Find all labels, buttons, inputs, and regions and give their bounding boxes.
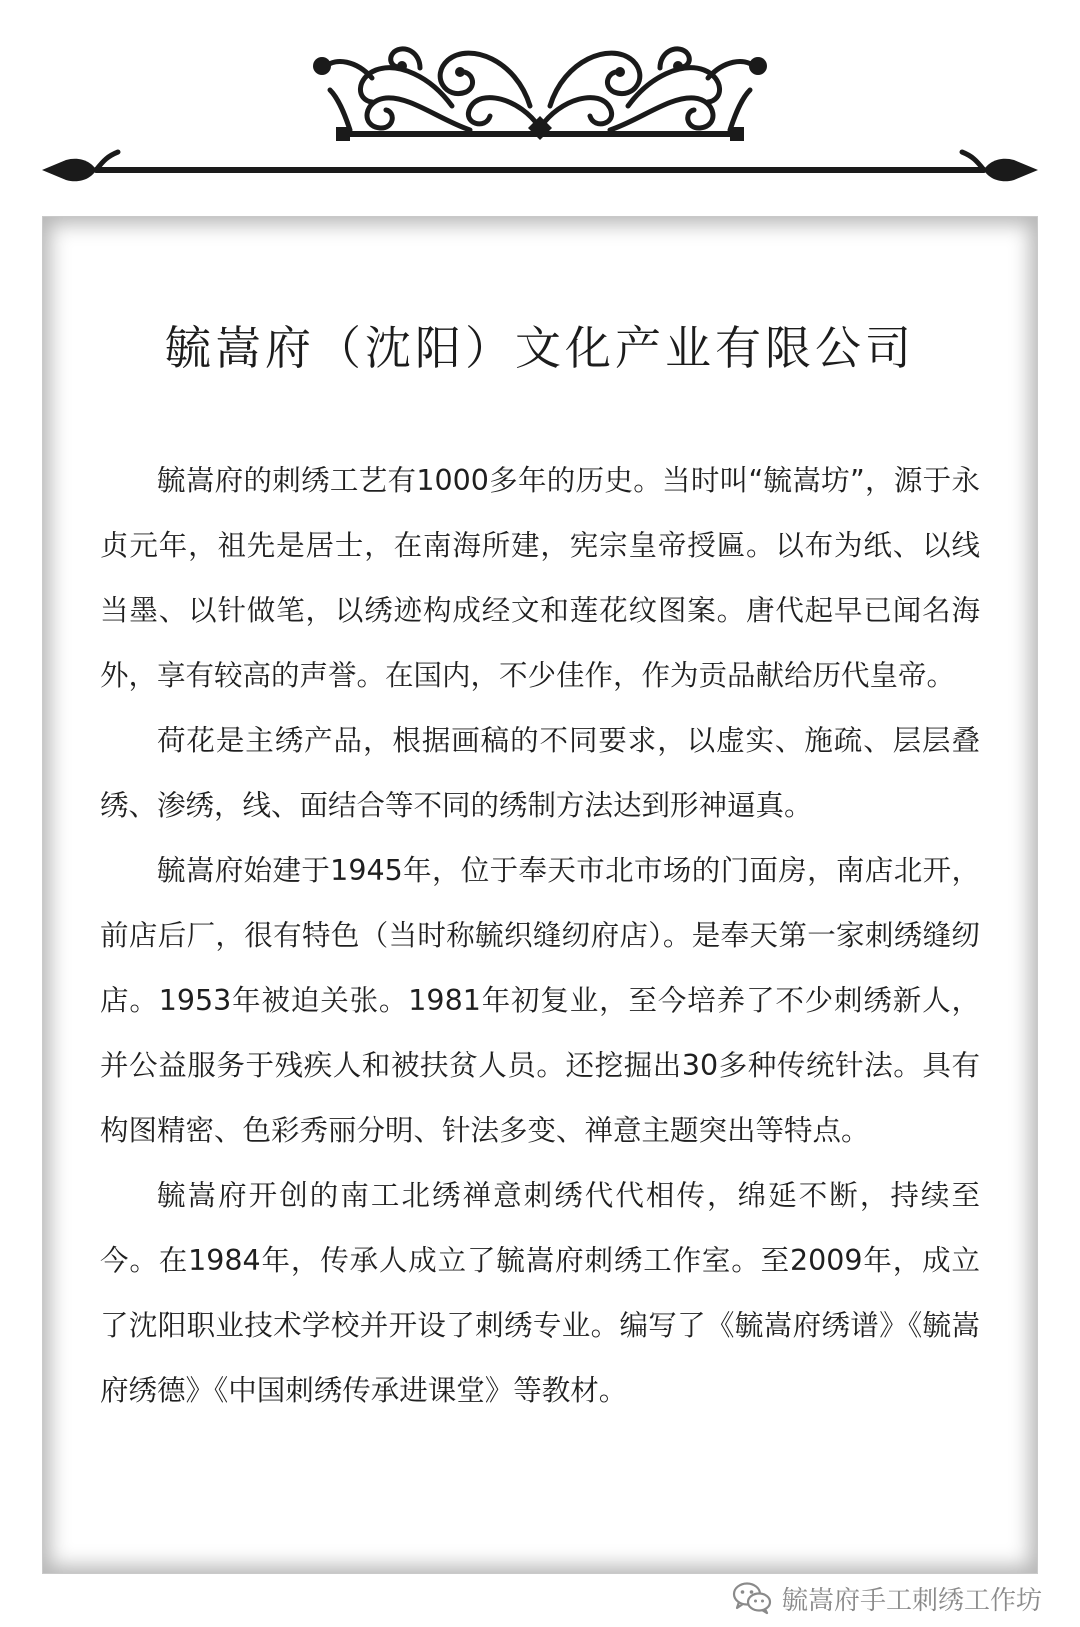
paragraph: 毓嵩府始建于1945年，位于奉天市北市场的门面房，南店北开，前店后厂，很有特色（当时称毓织缝纫府店）。是奉天第一家刺绣缝纫店。1953年被迫关张。1981年初复业，至今培养了不少刺绣新人，并公益服务于残疾人和被扶贫人员。还挖掘出30多种传统针法。具有构图精密、色彩秀丽分明、针法多变、禅意主题突出等特点。 bbox=[100, 854, 980, 1147]
watermark-text: 毓嵩府手工刺绣工作坊 bbox=[781, 1585, 1042, 1616]
source-watermark bbox=[732, 1576, 1042, 1620]
scroll-ornament bbox=[0, 0, 1080, 200]
paragraph: 毓嵩府开创的南工北绣禅意刺绣代代相传，绵延不断，持续至今。在1984年，传承人成立了毓嵩府刺绣工作室。至2009年，成立了沈阳职业技术学校并开设了刺绣专业。编写了《毓嵩府绣谱》《毓嵩府绣德》《中国刺绣传承进课堂》等教材。 bbox=[100, 1179, 980, 1407]
wechat-icon bbox=[732, 1581, 772, 1615]
paragraph: 毓嵩府的刺绣工艺有1000多年的历史。当时叫“毓嵩坊”，源于永贞元年，祖先是居士，在南海所建，宪宗皇帝授匾。以布为纸、以线当墨、以针做笔，以绣迹构成经文和莲花纹图案。唐代起早已闻名海外，享有较高的声誉。在国内，不少佳作，作为贡品献给历代皇帝。 bbox=[100, 464, 980, 692]
article-body bbox=[100, 448, 980, 1423]
page-title: 毓嵩府（沈阳）文化产业有限公司 bbox=[165, 321, 915, 375]
paragraph: 荷花是主绣产品，根据画稿的不同要求，以虚实、施疏、层层叠绣、渗绣，线、面结合等不同的绣制方法达到形神逼真。 bbox=[100, 724, 980, 822]
